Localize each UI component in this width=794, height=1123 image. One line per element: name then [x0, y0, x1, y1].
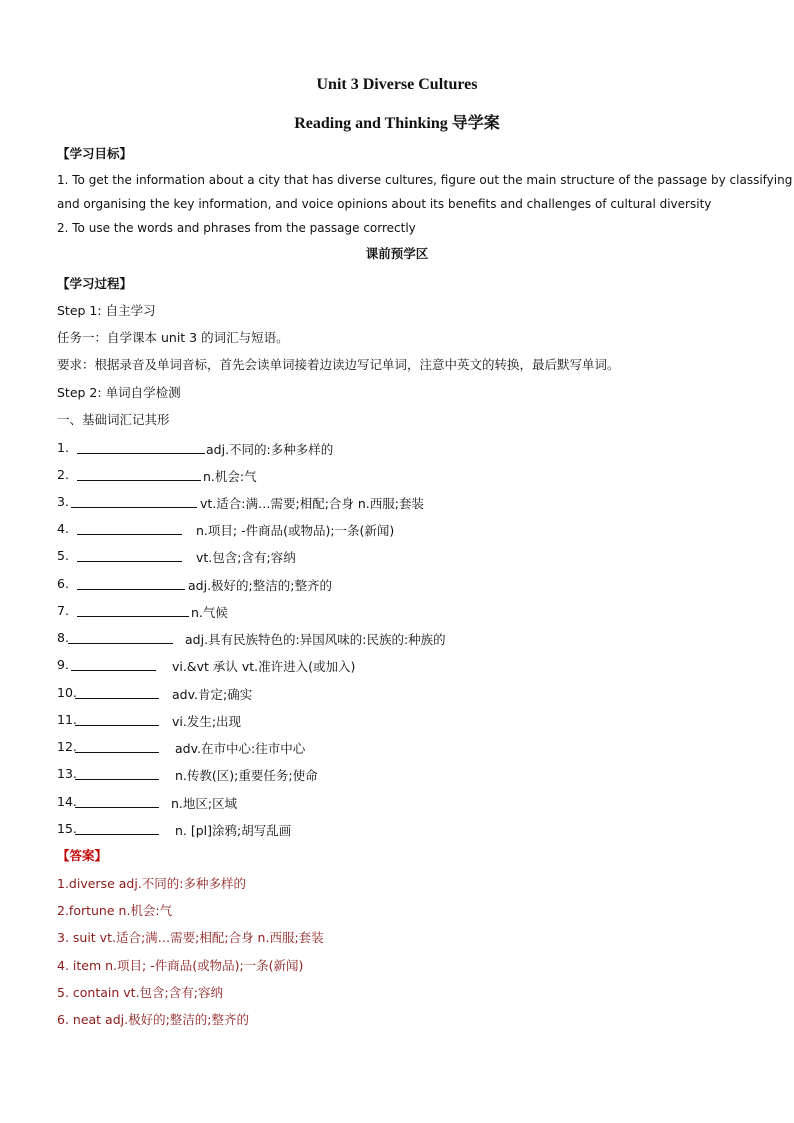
task1-text: 任务一：自学课本 unit 3 的词汇与短语。: [57, 330, 289, 345]
vocab-number: 15.: [57, 821, 77, 836]
vocab-definition: adj.极好的;整洁的;整齐的: [188, 578, 332, 593]
answer-blank[interactable]: [77, 576, 185, 590]
vocab-number: 14.: [57, 794, 77, 809]
vocab-definition: n.机会:气: [203, 469, 257, 484]
answer-item: 1.diverse adj.不同的:多种多样的: [57, 876, 246, 891]
answer-item: 6. neat adj.极好的;整洁的;整齐的: [57, 1012, 250, 1027]
vocab-number: 11.: [57, 712, 77, 727]
vocab-item: [57, 712, 242, 729]
vocab-definition: adv.在市中心:往市中心: [175, 741, 306, 756]
vocab-number: 6.: [57, 576, 69, 591]
vocab-item: [57, 603, 228, 620]
answer-item: 4. item n.项目; -件商品(或物品);一条(新闻): [57, 958, 304, 973]
vocab-number: 4.: [57, 521, 69, 536]
vocab-definition: n.气候: [191, 605, 228, 620]
answer-item: 2.fortune n.机会:气: [57, 903, 173, 918]
vocab-number: 5.: [57, 548, 69, 563]
vocab-item: [57, 576, 332, 593]
vocab-number: 3.: [57, 494, 69, 509]
vocab-number: 12.: [57, 739, 77, 754]
answer-blank[interactable]: [77, 440, 205, 454]
step1-label: Step 1: 自主学习: [57, 303, 156, 318]
vocab-number: 1.: [57, 440, 69, 455]
vocab-item: [57, 548, 296, 565]
vocab-item: [57, 494, 424, 511]
vocab-item: [57, 685, 253, 702]
answer-blank[interactable]: [77, 603, 189, 617]
vocab-item: [57, 521, 395, 538]
vocab-definition: n.地区;区域: [171, 796, 238, 811]
vocab-definition: vi.发生;出现: [172, 714, 242, 729]
vocab-definition: vi.&vt 承认 vt.准许进入(或加入): [172, 659, 356, 674]
vocab-definition: vt.包含;含有;容纳: [196, 550, 296, 565]
vocab-definition: adj.不同的:多种多样的: [206, 442, 334, 457]
answer-blank[interactable]: [77, 467, 201, 481]
answer-blank[interactable]: [77, 521, 182, 535]
answer-blank[interactable]: [71, 657, 156, 671]
vocab-number: 10.: [57, 685, 77, 700]
vocab-number: 2.: [57, 467, 69, 482]
vocab-definition: vt.适合:满…需要;相配;合身 n.西服;套装: [200, 496, 424, 511]
document-title: Unit 3 Diverse Cultures: [316, 76, 478, 93]
objective-line-3: 2. To use the words and phrases from the passage correctly: [57, 221, 416, 235]
step2-label: Step 2: 单词自学检测: [57, 385, 181, 400]
objective-line-2: and organising the key information, and voice opinions about its benefits and challenges of cultural diversity: [57, 197, 712, 211]
vocab-item: [57, 440, 334, 457]
section1-heading: 一、基础词汇记其形: [57, 412, 170, 427]
vocab-definition: n.项目; -件商品(或物品);一条(新闻): [196, 523, 395, 538]
answers-heading: 【答案】: [57, 848, 108, 863]
answer-item: 5. contain vt.包含;含有;容纳: [57, 985, 223, 1000]
objectives-heading: 【学习目标】: [57, 146, 133, 161]
answer-blank[interactable]: [75, 712, 159, 726]
answer-blank[interactable]: [75, 739, 159, 753]
answer-blank[interactable]: [77, 548, 182, 562]
vocab-definition: adj.具有民族特色的:异国风味的:民族的:种族的: [185, 632, 446, 647]
vocab-item: [57, 766, 318, 783]
vocab-number: 8.: [57, 630, 69, 645]
process-heading: 【学习过程】: [57, 276, 133, 291]
vocab-definition: n. [pl]涂鸦;胡写乱画: [175, 823, 292, 838]
vocab-item: [57, 739, 306, 756]
vocab-number: 13.: [57, 766, 77, 781]
answer-blank[interactable]: [71, 494, 197, 508]
vocab-item: [57, 657, 356, 674]
vocab-item: [57, 630, 446, 647]
document-subtitle: Reading and Thinking 导学案: [294, 115, 500, 132]
vocab-item: [57, 467, 257, 484]
vocab-number: 7.: [57, 603, 69, 618]
vocab-item: [57, 821, 292, 838]
answer-item: 3. suit vt.适合;满…需要;相配;合身 n.西服;套装: [57, 930, 324, 945]
requirement-text: 要求：根据录音及单词音标，首先会读单词接着边读边写记单词，注意中英文的转换，最后默写单词。: [57, 357, 620, 372]
answer-blank[interactable]: [68, 630, 173, 644]
answer-blank[interactable]: [75, 821, 159, 835]
answer-blank[interactable]: [75, 685, 159, 699]
answer-blank[interactable]: [75, 766, 159, 780]
vocab-definition: n.传教(区);重要任务;使命: [175, 768, 318, 783]
vocab-definition: adv.肯定;确实: [172, 687, 253, 702]
vocab-item: [57, 794, 238, 811]
preview-section-heading: 课前预学区: [365, 246, 429, 261]
objective-line-1: 1. To get the information about a city that has diverse cultures, figure out the main structure of the passage by classifying: [57, 173, 793, 187]
vocab-number: 9.: [57, 657, 69, 672]
answer-blank[interactable]: [75, 794, 159, 808]
